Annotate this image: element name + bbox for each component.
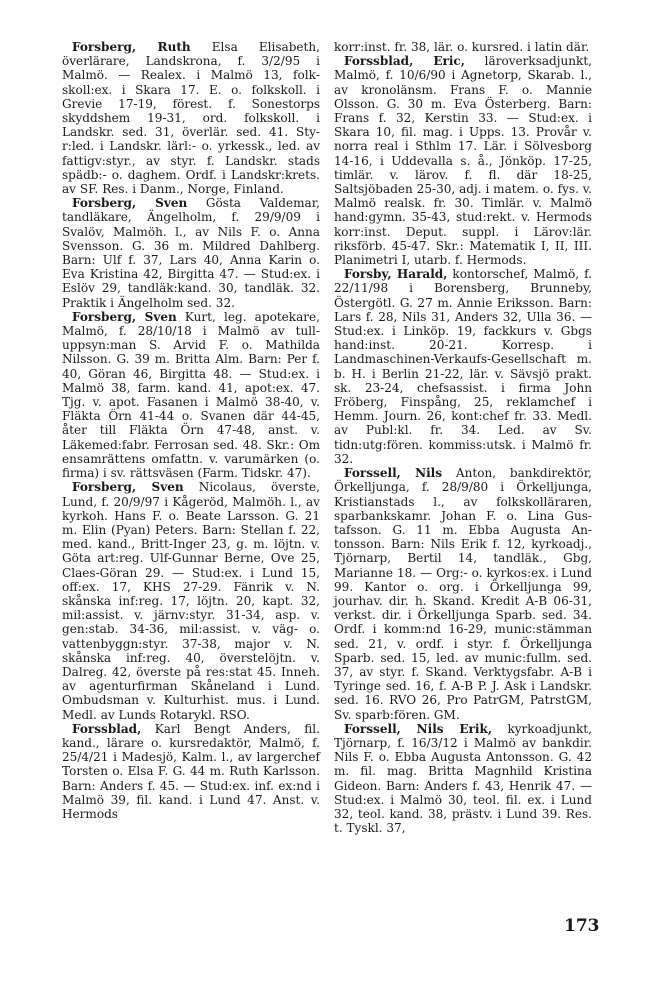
entry-text: Elsa Elisabeth, överlärare, Landskrona, f. 3/2/95 i Malmö. — Realex. i Malmö 13, folkskoll:ex. i Skara 17. E. o. folkskoll. i Grevie 17-19, förest. f. Sonestorps skyddshem 19-31, ord. folkskoll. i Landskr. sed. 31, överlär. sed. 41. Styr:led. i Landskr. lärl:- o. yrkessk., led. av fattigv:styr., av styr. f. Landskr. stads spädb:- o. daghem. Ordf. i Landskr:krets. av SF. Res. i Danm., Norge, Finland.: [62, 40, 320, 197]
entry-name: Forsberg, Sven: [72, 480, 184, 495]
biography-entry: [62, 196, 320, 310]
left-column: [62, 40, 320, 821]
entry-name: Forssblad,: [72, 721, 142, 736]
entry-text: kyrkoadjunkt, Tjörnarp, f. 16/3/12 i Malmö av bankdir. Nils F. o. Ebba Augusta Antonsson. G. 42 m. fil. mag. Britta Magnhild Kristina Gideon. Barn: Anders f. 43, Henrik 47. — Stud:ex. i Malmö 30, teol. fil. ex. i Lund 32, teol. kand. 38, prästv. i Lund 39. Res. t. Tyskl. 37,: [334, 721, 592, 836]
right-column: [334, 40, 592, 835]
biography-entry: [334, 267, 592, 466]
entry-text: Gösta Valdemar, tandläkare, Ängelholm, f. 29/9/09 i Svalöv, Malmöh. l., av Nils F. o. Anna Svensson. G. 36 m. Mildred Dahlberg. Barn: Ulf f. 37, Lars 40, Anna Karin o. Eva Kristina 42, Birgitta 47. — Stud:ex. i Eslöv 29, tandläk:kand. 30, tandläk. 32. Praktik i Ängelholm sed. 32.: [62, 196, 320, 310]
entry-name: Forsberg, Ruth: [72, 40, 191, 54]
biography-entry: [334, 722, 592, 836]
entry-text: Karl Bengt Anders, fil. kand., lärare o. kursredaktör, Malmö, f. 25/4/21 i Madesjö, Kalm. l., av largerchef Torsten o. Elsa F. G. 44 m. Ruth Karlsson. Barn: Anders f. 45. — Stud:ex. inf. ex:nd i Malmö 39, fil. kand. i Lund 47. Anst. v. Hermods: [62, 721, 320, 821]
biography-entry: [62, 40, 320, 196]
entry-name: Forsby, Harald,: [344, 267, 448, 282]
entry-name: Forssblad, Eric,: [344, 54, 465, 69]
entry-text: Anton, bankdirektör, Örkelljunga, f. 28/9/80 i Örkelljunga, Kristianstads l., av folkskolläraren, sparbankskamr. Johan F. o. Lina Gustafsson. G. 11 m. Ebba Augusta Antonsson. Barn: Nils Erik f. 12, kyrkoadj., Tjörnarp, Bertil 14, tandläk., Gbg, Marianne 18. — Org:- o. kyrkos:ex. i Lund 99. Kantor o. org. i Örkelljunga 99, jourhav. dir. h. Skand. Kredit A-B 06-31, verkst. dir. i Örkelljunga Sparb. sed. 34. Ordf. i komm:nd 16-29, munic:stämman sed. 21, v. ordf. i styr. f. Örkelljunga Sparb. sed. 15, led. av munic:fullm. sed. 37, av styr. f. Skand. Verktygsfabr. A-B i Tyringe sed. 16, f. A-B P. J. Ask i Landskr. sed. 16. RVO 26, Pro PatrGM, PatrstGM, Sv. sparb:fören. GM.: [334, 466, 592, 722]
entry-text: läroverksadjunkt, Malmö, f. 10/6/90 i Agnetorp, Skarab. l., av kronolänsm. Frans F. o. Mannie Olsson. G. 30 m. Eva Österberg. Barn: Frans f. 32, Kerstin 33. — Stud:ex. i Skara 10, fil. mag. i Upps. 13. Provår v. norra real i Sthlm 17. Lär. i Sölvesborg 14-16, i Uddevalla s. å., Jönköp. 17-25, timlär. v. lärov. f. fl. där 18-25, Saltsjöbaden 25-30, adj. i matem. o. fys. v. Malmö realsk. fr. 30. Timlär. v. Malmö hand:gymn. 35-43, stud:rekt. v. Hermods korr:inst. Deput. suppl. i Lärov:lär. riksförb. 45-47. Skr.: Matematik I, II, III. Planimetri I, utarb. f. Hermods.: [334, 54, 592, 268]
biography-entry-continuation: [334, 40, 592, 54]
entry-text: Kurt, leg. apotekare, Malmö, f. 28/10/18 i Malmö av tulluppsyn:man S. Arvid F. o. Mathilda Nilsson. G. 39 m. Britta Alm. Barn: Per f. 40, Göran 46, Birgitta 48. — Stud:ex. i Malmö 38, farm. kand. 41, apot:ex. 47. Tjg. v. apot. Fasanen i Malmö 38-40, v. Fläkta Örn 41-44 o. Svanen där 44-45, åter till Fläkta Örn 47-48, anst. v. Läkemed:fabr. Ferrosan sed. 48. Skr.: Om ensamrättens omfattn. v. varumärken (o. firma) i sv. rättsväsen (Farm. Tidskr. 47).: [62, 309, 320, 481]
entry-text: korr:inst. fr. 38, lär. o. kursred. i latin där.: [334, 40, 590, 54]
biography-entry: [62, 310, 320, 480]
biography-entry: [62, 480, 320, 721]
entry-name: Forsberg, Sven: [72, 196, 188, 211]
entry-name: Forsberg, Sven: [72, 309, 177, 324]
entry-name: Forssell, Nils: [344, 466, 443, 481]
entry-text: kontorschef, Malmö, f. 22/11/98 i Borensberg, Brunneby, Östergötl. G. 27 m. Annie Eriksson. Barn: Lars f. 28, Nils 31, Anders 32, Ulla 36. — Stud:ex. i Linköp. 19, fackkurs v. Gbgs hand:inst. 20-21. Korresp. i Landmaschinen-Verkaufs-Gesellschaft m. b. H. i Berlin 21-22, lär. v. Sävsjö prakt. sk. 23-24, chefsassist. i firma John Fröberg, Finspång, 25, reklamchef i Hemm. Journ. 26, kont:chef fr. 33. Medl. av Publ:kl. fr. 34. Led. av Sv. tidn:utg:fören. kommiss:utsk. i Malmö fr. 32.: [334, 267, 592, 466]
entry-name: Forssell, Nils Erik,: [344, 721, 493, 736]
biography-entry: [334, 54, 592, 267]
biography-entry: [334, 466, 592, 722]
biography-entry: [62, 722, 320, 821]
page-number: 173: [564, 916, 600, 936]
entry-text: Nicolaus, överste, Lund, f. 20/9/97 i Kågeröd, Malmöh. l., av kyrkoh. Hans F. o. Beate Larsson. G. 21 m. Elin (Pyan) Peters. Barn: Stellan f. 22, med. kand., Britt-Inger 23, g. m. löjtn. v. Göta art:reg. Ulf-Gunnar Berne, Ove 25, Claes-Göran 29. — Stud:ex. i Lund 15, off:ex. 17, KHS 27-29. Fänrik v. N. skånska inf:reg. 17, löjtn. 20, kapt. 32, mil:assist. v. järnv:styr. 31-34, asp. v. gen:stab. 34-36, mil:assist. v. väg- o. vattenbyggn:styr. 37-38, major v. N. skånska inf:reg. 40, överstelöjtn. v. Dalreg. 42, överste på res:stat 45. Inneh. av agenturfirman Skåneland i Lund. Ombudsman v. Kulturhist. mus. i Lund. Medl. av Lunds Rotarykl. RSO.: [62, 480, 320, 722]
